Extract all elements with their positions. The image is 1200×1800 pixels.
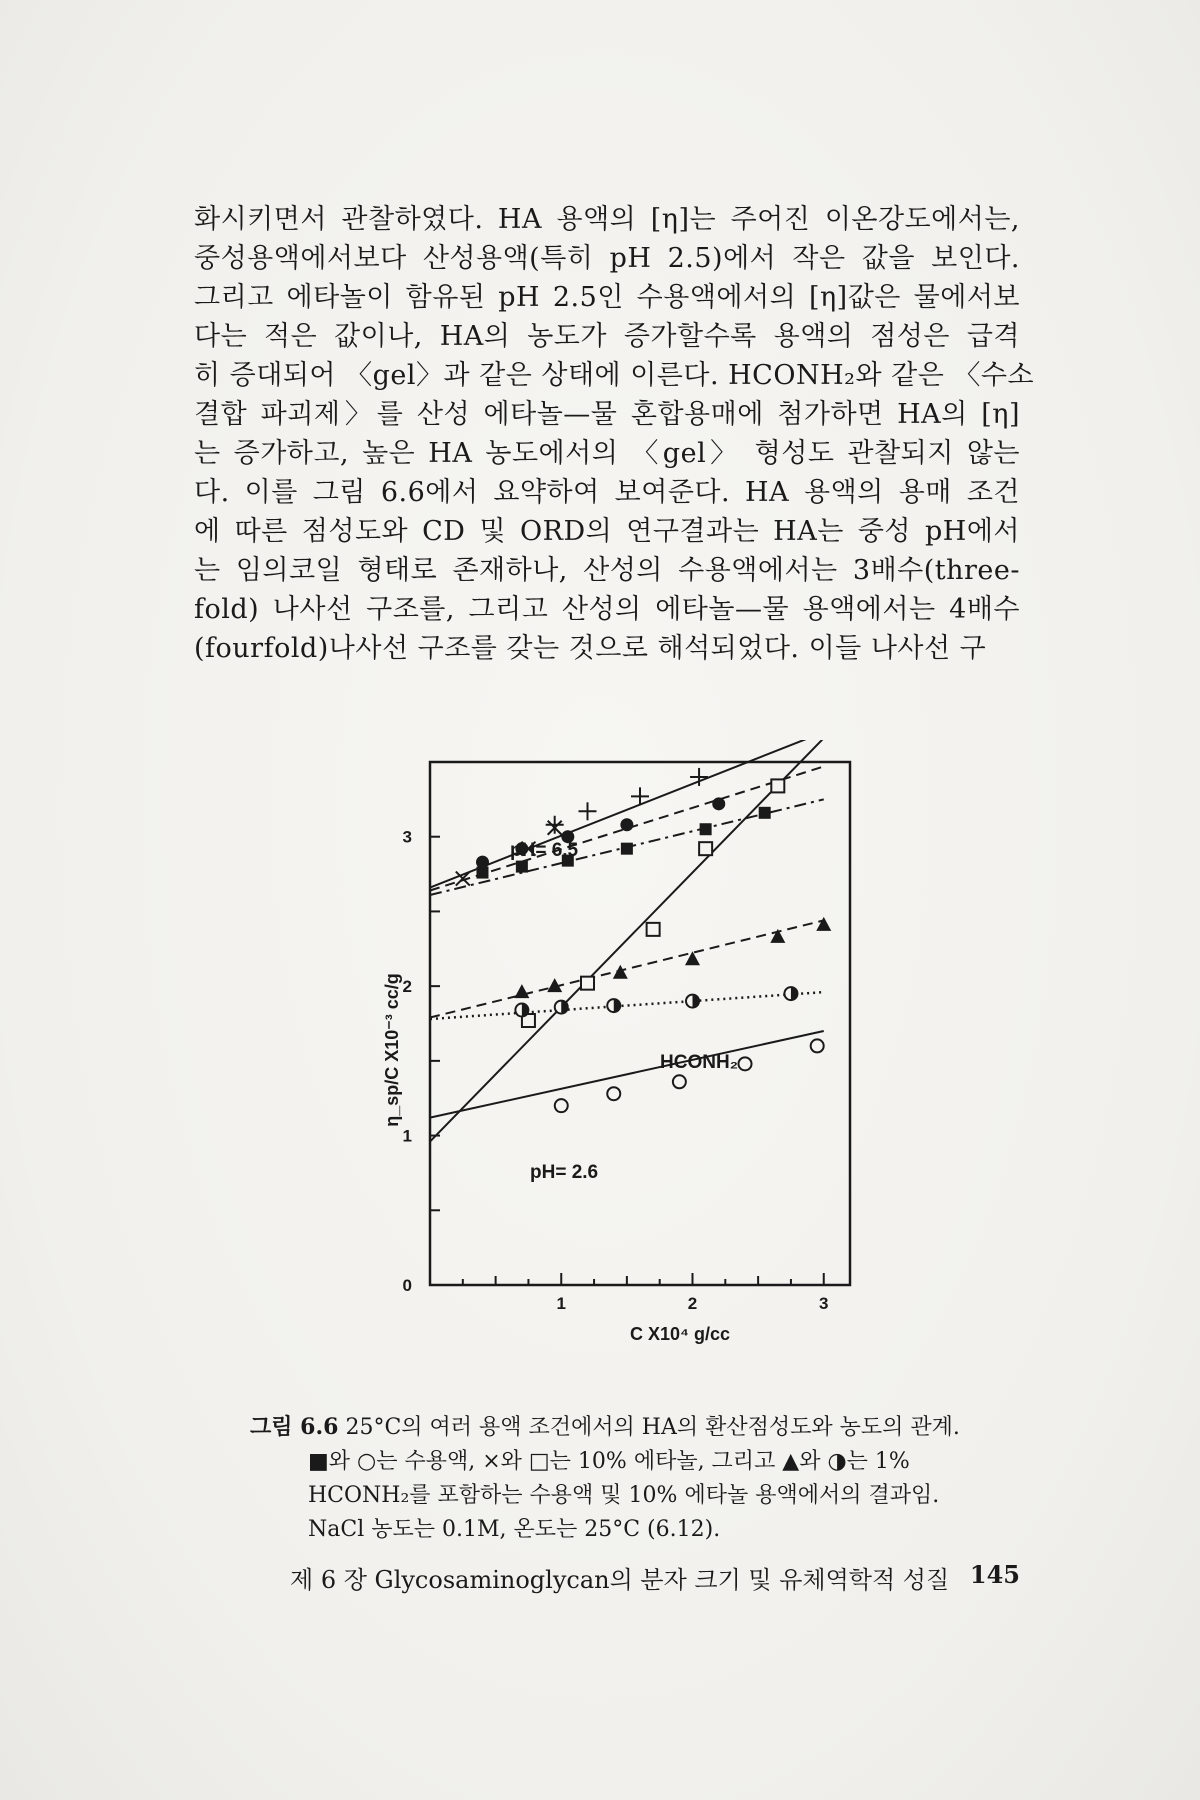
body-line: (fourfold)나사선 구조를 갖는 것으로 해석되었다. 이들 나사선 구 [194, 633, 987, 664]
x-tick-label: 1 [556, 1294, 566, 1313]
data-point-half-circle [515, 1004, 528, 1017]
data-point-plus [579, 802, 597, 820]
caption-text: NaCl 농도는 0.1M, 온도는 25°C (6.12). [308, 1517, 721, 1542]
data-point-open-circle [739, 1057, 752, 1070]
data-point-filled-square [759, 807, 771, 819]
data-point-filled-square [700, 823, 712, 835]
data-point-open-circle [811, 1039, 824, 1052]
body-line: 화시키면서 관찰하였다. HA 용액의 [η]는 주어진 이온강도에서는, [194, 204, 1020, 235]
body-line: 에 따른 점성도와 CD 및 ORD의 연구결과는 HA는 중성 pH에서 [194, 516, 1020, 547]
data-point-filled-triangle [770, 929, 785, 943]
y-tick-label: 2 [402, 977, 412, 997]
data-point-open-circle [673, 1075, 686, 1088]
data-point-open-square [647, 923, 660, 936]
axis-ticks [403, 828, 829, 1313]
y-axis-label: η_sp/C X10⁻³ cc/g [382, 973, 402, 1127]
data-point-open-square [581, 977, 594, 990]
data-point-filled-triangle [613, 965, 628, 979]
x-axis-label: C X10⁴ g/cc [630, 1324, 730, 1344]
body-line: 는 증가하고, 높은 HA 농도에서의 〈gel〉 형성도 관찰되지 않는 [194, 438, 1020, 469]
body-line: 다. 이를 그림 6.6에서 요약하여 보여준다. HA 용액의 용매 조건 [194, 477, 1020, 508]
caption-text: 25°C의 여러 용액 조건에서의 HA의 환산점성도와 농도의 관계. [345, 1415, 960, 1440]
data-point-open-square [771, 779, 784, 792]
fit-line-filled-triangle [430, 920, 824, 1017]
body-line: 그리고 에타놀이 함유된 pH 2.5인 수용액에서의 [η]값은 물에서보 [194, 282, 1020, 313]
page-number: 145 [969, 1560, 1020, 1589]
running-head: 제 6 장 Glycosaminoglycan의 분자 크기 및 유체역학적 성질 [290, 1566, 950, 1594]
caption-text: ■와 ○는 수용액, ×와 □는 10% 에타놀, 그리고 ▲와 ◑는 1% [308, 1449, 910, 1474]
y-tick-label: 3 [402, 827, 412, 847]
figure-caption [250, 1410, 1020, 1547]
caption-label: 그림 6.6 [250, 1414, 339, 1440]
page-footer [290, 1560, 1020, 1595]
annotation-ph26: pH= 2.6 [530, 1162, 599, 1183]
body-line: 히 증대되어 〈gel〉과 같은 상태에 이른다. HCONH₂와 같은 〈수소 [194, 360, 1035, 391]
data-point-plus [546, 816, 564, 834]
data-point-filled-square [516, 861, 528, 873]
body-line: 중성용액에서보다 산성용액(특히 pH 2.5)에서 작은 값을 보인다. [194, 243, 1020, 274]
body-paragraph [194, 200, 1035, 668]
fit-lines [430, 740, 824, 1142]
data-point-half-circle [607, 999, 620, 1012]
y-tick-label: 1 [402, 1126, 412, 1146]
data-point-half-circle [686, 995, 699, 1008]
data-point-half-circle [555, 1001, 568, 1014]
x-tick-label: 3 [819, 1294, 829, 1313]
annotation-hconh2: HCONH₂ [660, 1052, 739, 1073]
body-line: fold) 나사선 구조를, 그리고 산성의 에타놀—물 용액에서는 4배수 [194, 594, 1020, 625]
y-tick-label: 0 [402, 1276, 412, 1295]
body-line: 다는 적은 값이나, HA의 농도가 증가할수록 용액의 점성은 급격 [194, 321, 1020, 352]
data-point-filled-triangle [816, 917, 831, 931]
fit-line-open-circle [430, 1031, 824, 1118]
caption-text: HCONH₂를 포함하는 수용액 및 10% 에타놀 용액에서의 결과임. [308, 1483, 940, 1508]
data-point-filled-circle [620, 818, 633, 831]
data-point-open-circle [607, 1087, 620, 1100]
plot-frame [430, 762, 850, 1285]
viscosity-concentration-chart [360, 740, 880, 1360]
data-point-filled-square [477, 867, 489, 879]
data-point-open-circle [555, 1099, 568, 1112]
data-point-filled-circle [712, 797, 725, 810]
data-point-filled-square [621, 843, 633, 855]
body-line: 결합 파괴제〉를 산성 에타놀—물 혼합용매에 첨가하면 HA의 [η] [194, 399, 1020, 430]
fit-line-half-circle [430, 992, 824, 1019]
data-point-filled-triangle [514, 984, 529, 998]
data-point-half-circle [784, 987, 797, 1000]
fit-line-open-square [430, 740, 824, 1142]
x-tick-label: 2 [687, 1294, 698, 1313]
body-line: 는 임의코일 형태로 존재하나, 산성의 수용액에서는 3배수(three- [194, 555, 1020, 586]
data-point-open-square [699, 842, 712, 855]
annotation-ph65: pH= 6.5 [510, 840, 579, 861]
